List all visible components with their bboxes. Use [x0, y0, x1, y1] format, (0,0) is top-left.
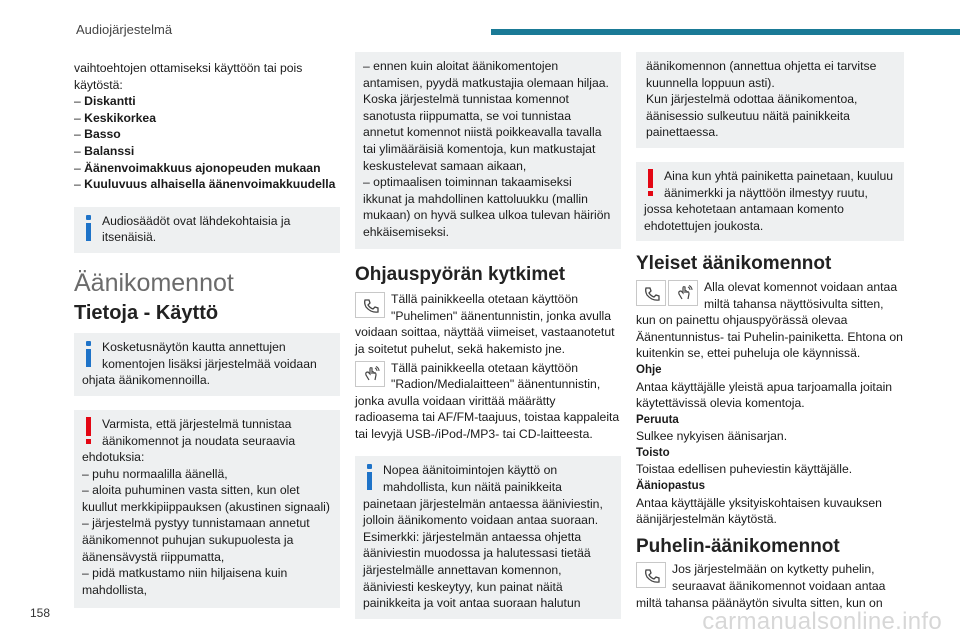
voice-button-icon: [668, 280, 698, 306]
voice-button-text: Tällä painikkeella otetaan käyttöön "Radion/Medialaitteen" äänentunnistin, jonka avulla voidaan virittää määrätty radioasema tai AF/FM-taajuus, toistaa kappaleita tai levyjä USB-/iPod-/MP3- tai CD-laitteesta.: [355, 360, 620, 441]
warning-icon: [644, 169, 658, 197]
general-commands-heading: Yleiset äänikomennot: [636, 253, 832, 275]
equalizer-option: – Äänenvoimakkuus ajonopeuden mukaan: [74, 160, 321, 175]
command-name: Ääniopastus: [636, 480, 706, 493]
column-3: [636, 52, 904, 611]
column-2: [355, 52, 621, 619]
phone-commands-intro-text: Jos järjestelmään on kytketty puhelin, seuraavat äänikomennot voidaan antaa miltä tahansa päänäytön sivulta sitten, kun on: [636, 562, 886, 610]
equalizer-option: – Basso: [74, 127, 121, 142]
steering-switches-heading: Ohjauspyörän kytkimet: [355, 263, 566, 285]
note-box-quick-voice: [355, 456, 621, 618]
warning-box-recognition: [74, 410, 340, 609]
phone-commands-heading: Puhelin-äänikomennot: [636, 535, 840, 557]
voice-tip: – optimaalisen toiminnan takaamiseksi ikkunat ja mahdollinen kattoluukku (mallin mukaan) on hyvä sulkea ulkoa tulevan häiriön ehkäisemiseksi.: [363, 175, 611, 239]
warning-box-beep: [636, 162, 904, 241]
equalizer-option: – Kuuluvuus alhaisella äänenvoimakkuudella: [74, 177, 336, 192]
warning-tips-list: [82, 466, 330, 599]
note-audio-text: Audiosäädöt ovat lähdekohtaisia ja itsenäisiä.: [102, 213, 291, 245]
command-description: Toistaa edellisen puheviestin käyttäjälle.: [636, 462, 853, 477]
equalizer-option: – Balanssi: [74, 143, 135, 158]
running-header-title: Audiojärjestelmä: [76, 22, 173, 37]
general-commands-intro: [636, 279, 904, 362]
phone-commands-intro: [636, 561, 904, 611]
equalizer-intro: vaihtoehtojen ottamiseksi käyttöön tai pois käytöstä:: [74, 61, 303, 92]
info-icon: [82, 215, 96, 243]
command-description: Sulkee nykyisen äänisarjan.: [636, 429, 788, 444]
note-box-audio: [74, 207, 340, 253]
warning-intro-text: Varmista, että järjestelmä tunnistaa äänikomennot ja noudata seuraavia ehdotuksia:: [82, 416, 296, 465]
note-voice-text: Kosketusnäytön kautta annettujen komentojen lisäksi järjestelmää voidaan ohjata äänikomennoilla.: [82, 340, 317, 388]
info-icon: [82, 341, 96, 369]
header-accent-bar: [491, 29, 960, 35]
warning-tip: – järjestelmä pystyy tunnistamaan annetut äänikomennot puhujan sukupuolesta ja äänensävystä riippumatta,: [82, 516, 310, 564]
voice-button-paragraph: [355, 360, 621, 443]
general-commands-list: [636, 362, 904, 528]
warning-beep-text: Aina kun yhtä painiketta painetaan, kuuluu äänimerkki ja näyttöön ilmestyy ruutu, jossa kehotetaan antamaan komento ehdotettujen joukosta.: [644, 168, 894, 233]
continued-note-box: [636, 52, 904, 148]
command-description: Antaa käyttäjälle yksityiskohtaisen kuvauksen äänijärjestelmän käytöstä.: [636, 495, 882, 527]
continued-tips-box: [355, 52, 621, 249]
command-description: Antaa käyttäjälle yleistä apua tarjoamalla joitain käytettävissä olevia komentoja.: [636, 379, 893, 411]
voice-tip: – ennen kuin aloitat äänikomentojen antamisen, pyydä matkustajia olemaan hiljaa. Koska järjestelmä tunnistaa komennot sanotusta riippumatta, se voi tunnistaa annetut komennot niistä poikkeavalla tavalla tai ylimääräisiä komentoja, kun matkustajat keskustelevat samaan aikaan,: [363, 59, 609, 173]
command-name: Toisto: [636, 446, 670, 459]
subsection-title: Tietoja - Käyttö: [74, 301, 219, 324]
phone-button-icon: [636, 562, 666, 588]
phone-button-paragraph: [355, 291, 621, 357]
warning-tip: – aloita puhuminen vasta sitten, kun olet kuullut merkkipiippauksen (akustinen signaali): [82, 483, 330, 514]
phone-button-icon: [355, 292, 385, 318]
command-name: Ohje: [636, 363, 662, 376]
note-box-voice: [74, 333, 340, 396]
page-number: 158: [30, 606, 51, 620]
section-title: Äänikomennot: [74, 268, 234, 297]
equalizer-option-list: [74, 93, 340, 193]
warning-tip: – pidä matkustamo niin hiljaisena kuin mahdollista,: [82, 566, 288, 597]
info-icon: [363, 464, 377, 492]
continued-note-text-2: Kun järjestelmä odottaa äänikomentoa, äänisessio sulkeutuu näitä painikkeita painettaessa.: [646, 92, 858, 140]
continued-note-text-1: äänikomennon (annettua ohjetta ei tarvitse kuunnella loppuun asti).: [646, 59, 877, 90]
continued-tips-list: [363, 58, 611, 241]
equalizer-option: – Diskantti: [74, 94, 136, 109]
voice-button-icon: [355, 361, 385, 387]
warning-tip: – puhu normaalilla äänellä,: [82, 466, 228, 481]
phone-button-icon: [636, 280, 666, 306]
column-1: [74, 52, 340, 608]
general-commands-intro-text: Alla olevat komennot voidaan antaa miltä tahansa näyttösivulta sitten, kun on painettu ohjauspyörässä olevaa Äänentunnistus- tai Puhelin-painiketta. Ehtona on kuitenkin se, ettei puheluja ole käynnissä.: [636, 279, 903, 361]
quick-voice-text: Nopea äänitoimintojen käyttö on mahdollista, kun näitä painikkeita painetaan järjestelmän antaessa ääniviestin, jolloin äänikomento voidaan antaa suoraan. Esimerkki: järjestelmän antaessa ohjetta ääniviestin muodossa ja halutessasi tietää järjestelmälle annettavan komennon, ääniviesti keskeytyy, kun painat näitä painikkeita ja voit antaa suoraan halutun: [363, 463, 603, 611]
command-name: Peruuta: [636, 413, 679, 426]
watermark: carmanualsonline.info: [702, 608, 942, 635]
phone-button-text: Tällä painikkeella otetaan käyttöön "Puhelimen" äänentunnistin, jonka avulla voidaan soittaa, näyttää viimeiset, vastaanotetut ja soitetut puhelut, sekä hakemisto jne.: [355, 292, 615, 356]
warning-icon: [82, 417, 96, 445]
equalizer-option: – Keskikorkea: [74, 110, 156, 125]
